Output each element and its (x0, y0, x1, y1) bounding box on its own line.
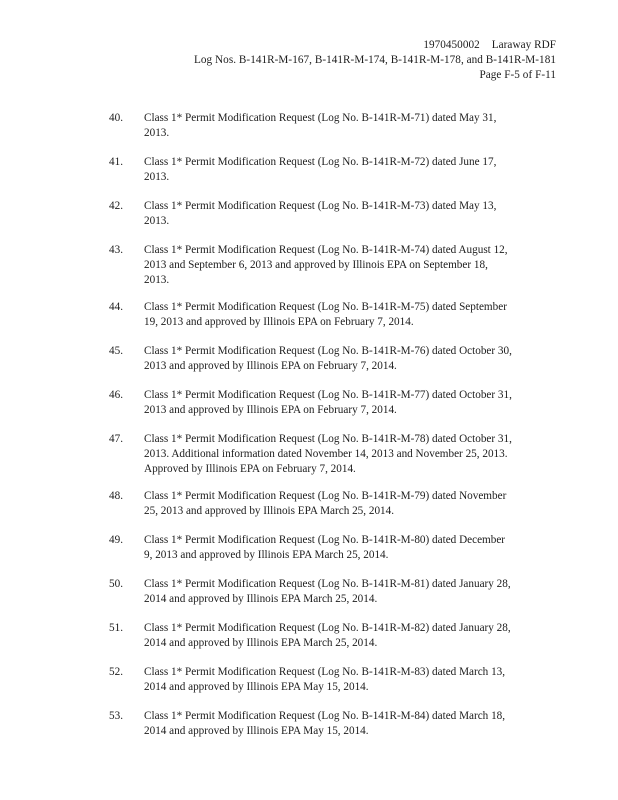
list-item (0, 577, 618, 621)
list-item (0, 621, 618, 665)
item-text-line: 2014 and approved by Illinois EPA March 25, 2014. (144, 593, 378, 605)
item-text-line: 2013 and approved by Illinois EPA on February 7, 2014. (144, 404, 397, 416)
item-text-line: Class 1* Permit Modification Request (Log No. B-141R-M-76) dated October 30, (144, 345, 512, 357)
item-text (144, 155, 552, 185)
item-text (144, 111, 552, 141)
list-item (0, 111, 618, 155)
list-item (0, 344, 618, 388)
site-name: Laraway RDF (491, 39, 556, 51)
item-text (144, 533, 552, 563)
item-text-line: Class 1* Permit Modification Request (Log No. B-141R-M-82) dated January 28, (144, 622, 511, 634)
item-number: 48. (109, 490, 123, 502)
item-text-line: 9, 2013 and approved by Illinois EPA March 25, 2014. (144, 549, 389, 561)
list-item (0, 665, 618, 709)
list-item (0, 489, 618, 533)
item-text (144, 199, 552, 229)
item-number: 41. (109, 156, 123, 168)
item-number: 50. (109, 578, 123, 590)
item-text-line: Class 1* Permit Modification Request (Log No. B-141R-M-71) dated May 31, (144, 112, 497, 124)
item-text-line: 25, 2013 and approved by Illinois EPA March 25, 2014. (144, 505, 395, 517)
item-number: 44. (109, 301, 123, 313)
page-header (194, 38, 556, 83)
item-text-line: 2013. Additional information dated November 14, 2013 and November 25, 2013. (144, 448, 508, 460)
list-item (0, 388, 618, 432)
item-number: 47. (109, 433, 123, 445)
item-text-line: Class 1* Permit Modification Request (Log No. B-141R-M-72) dated June 17, (144, 156, 497, 168)
log-numbers: Log Nos. B-141R-M-167, B-141R-M-174, B-141R-M-178, and B-141R-M-181 (194, 54, 556, 66)
item-text (144, 300, 552, 330)
item-number: 43. (109, 244, 123, 256)
item-text-line: 2013. (144, 171, 170, 183)
item-number: 40. (109, 112, 123, 124)
item-text (144, 665, 552, 695)
item-text (144, 709, 552, 739)
item-text (144, 388, 552, 418)
item-text-line: 2013. (144, 215, 170, 227)
page-number: Page F-5 of F-11 (479, 69, 556, 81)
item-text-line: Approved by Illinois EPA on February 7, 2014. (144, 463, 356, 475)
item-text (144, 432, 552, 477)
header-line-1 (194, 38, 556, 53)
numbered-list (0, 111, 618, 753)
item-number: 53. (109, 710, 123, 722)
item-text-line: Class 1* Permit Modification Request (Log No. B-141R-M-75) dated September (144, 301, 507, 313)
item-number: 52. (109, 666, 123, 678)
item-text (144, 489, 552, 519)
list-item (0, 533, 618, 577)
item-text-line: Class 1* Permit Modification Request (Log No. B-141R-M-80) dated December (144, 534, 506, 546)
item-text (144, 621, 552, 651)
item-text-line: 2013. (144, 127, 170, 139)
item-text-line: Class 1* Permit Modification Request (Log No. B-141R-M-78) dated October 31, (144, 433, 512, 445)
list-item (0, 155, 618, 199)
item-number: 51. (109, 622, 123, 634)
item-text-line: Class 1* Permit Modification Request (Log No. B-141R-M-81) dated January 28, (144, 578, 511, 590)
item-text (144, 577, 552, 607)
item-text-line: Class 1* Permit Modification Request (Log No. B-141R-M-79) dated November (144, 490, 507, 502)
list-item (0, 199, 618, 243)
doc-id: 1970450002 (423, 39, 480, 51)
item-text-line: 2014 and approved by Illinois EPA May 15, 2014. (144, 681, 369, 693)
list-item (0, 243, 618, 300)
list-item (0, 432, 618, 489)
item-text-line: Class 1* Permit Modification Request (Log No. B-141R-M-74) dated August 12, (144, 244, 508, 256)
item-number: 45. (109, 345, 123, 357)
item-text-line: 2013. (144, 274, 170, 286)
item-text (144, 344, 552, 374)
item-text-line: 2014 and approved by Illinois EPA March 25, 2014. (144, 637, 378, 649)
list-item (0, 709, 618, 753)
item-text-line: Class 1* Permit Modification Request (Log No. B-141R-M-84) dated March 18, (144, 710, 506, 722)
item-text-line: Class 1* Permit Modification Request (Log No. B-141R-M-73) dated May 13, (144, 200, 497, 212)
item-number: 42. (109, 200, 123, 212)
item-number: 46. (109, 389, 123, 401)
list-item (0, 300, 618, 344)
item-text-line: 2014 and approved by Illinois EPA May 15, 2014. (144, 725, 369, 737)
item-text-line: 2013 and September 6, 2013 and approved by Illinois EPA on September 18, (144, 259, 488, 271)
item-text (144, 243, 552, 288)
item-text-line: 19, 2013 and approved by Illinois EPA on February 7, 2014. (144, 316, 414, 328)
item-text-line: Class 1* Permit Modification Request (Log No. B-141R-M-83) dated March 13, (144, 666, 506, 678)
item-text-line: Class 1* Permit Modification Request (Log No. B-141R-M-77) dated October 31, (144, 389, 512, 401)
item-number: 49. (109, 534, 123, 546)
item-text-line: 2013 and approved by Illinois EPA on February 7, 2014. (144, 360, 397, 372)
